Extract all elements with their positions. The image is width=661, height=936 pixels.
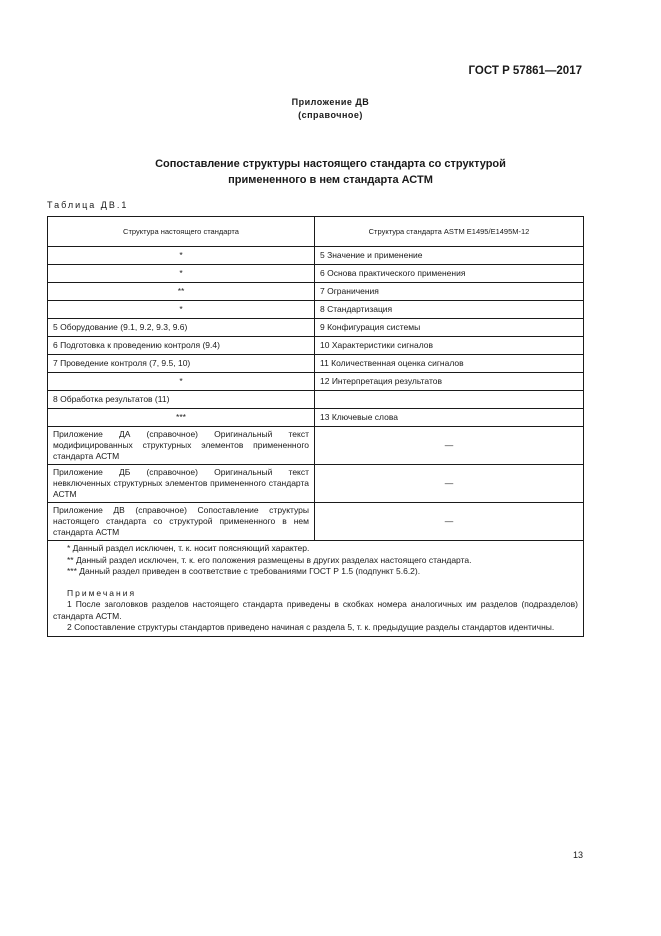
page-title-line-1: Сопоставление структуры настоящего стандарта со структурой xyxy=(155,158,506,170)
table-row xyxy=(48,247,584,265)
table-notes-row xyxy=(48,541,584,637)
table-row xyxy=(48,503,584,541)
table-row xyxy=(48,373,584,391)
column-header-astm-standard: Структура стандарта ASTM E1495/E1495M-12 xyxy=(315,217,584,247)
structure-comparison-table xyxy=(47,216,584,637)
table-row xyxy=(48,465,584,503)
table-cell: Приложение ДВ (справочное) Сопоставление структуры настоящего стандарта со структурой примененного в нем стандарта АСТМ xyxy=(48,503,315,541)
column-header-this-standard: Структура настоящего стандарта xyxy=(48,217,315,247)
table-label: Таблица ДВ.1 xyxy=(47,200,129,210)
table-cell: * xyxy=(48,247,315,265)
table-notes-cell xyxy=(48,541,584,637)
page-title xyxy=(0,156,661,188)
table-cell: 6 Подготовка к проведению контроля (9.4) xyxy=(48,337,315,355)
table-cell: 7 Ограничения xyxy=(315,283,584,301)
table-row xyxy=(48,427,584,465)
appendix-heading xyxy=(0,96,661,122)
table-cell: — xyxy=(315,465,584,503)
page-title-line-2: примененного в нем стандарта АСТМ xyxy=(228,174,433,186)
table-cell: * xyxy=(48,265,315,283)
notes-heading: Примечания xyxy=(67,587,137,598)
footnote: * Данный раздел исключен, т. к. носит поясняющий характер. xyxy=(67,543,310,553)
footnote: ** Данный раздел исключен, т. к. его положения размещены в других разделах настоящего стандарта. xyxy=(67,554,472,565)
table-row xyxy=(48,391,584,409)
table-row xyxy=(48,337,584,355)
footnote: *** Данный раздел приведен в соответствие с требованиями ГОСТ Р 1.5 (подпункт 5.6.2). xyxy=(67,566,421,576)
table-cell: — xyxy=(315,427,584,465)
table-cell: * xyxy=(48,373,315,391)
appendix-type: (справочное) xyxy=(298,110,363,120)
table-cell: 8 Стандартизация xyxy=(315,301,584,319)
table-cell: 5 Значение и применение xyxy=(315,247,584,265)
table-cell: 8 Обработка результатов (11) xyxy=(48,391,315,409)
table-cell: 12 Интерпретация результатов xyxy=(315,373,584,391)
page-number: 13 xyxy=(573,850,584,860)
note-item: 1 После заголовков разделов настоящего стандарта приведены в скобках номера аналогичных им разделов (подразделов) стандарта АСТМ. xyxy=(53,599,578,621)
note-item: 2 Сопоставление структуры стандартов приведено начиная с раздела 5, т. к. предыдущие разделы стандартов идентичны. xyxy=(67,622,555,632)
table-cell: 10 Характеристики сигналов xyxy=(315,337,584,355)
table-header-row xyxy=(48,217,584,247)
table-cell: 7 Проведение контроля (7, 9.5, 10) xyxy=(48,355,315,373)
table-cell: *** xyxy=(48,409,315,427)
table-row xyxy=(48,283,584,301)
document-code: ГОСТ Р 57861—2017 xyxy=(468,65,582,77)
table-row xyxy=(48,301,584,319)
table-cell: * xyxy=(48,301,315,319)
table-row xyxy=(48,319,584,337)
appendix-name: Приложение ДВ xyxy=(291,97,370,107)
table-row xyxy=(48,265,584,283)
table-cell xyxy=(315,391,584,409)
table-cell: 6 Основа практического применения xyxy=(315,265,584,283)
table-cell: ** xyxy=(48,283,315,301)
table-cell: 9 Конфигурация системы xyxy=(315,319,584,337)
table-cell: Приложение ДБ (справочное) Оригинальный текст невключенных структурных элементов примененного стандарта АСТМ xyxy=(48,465,315,503)
table-cell: Приложение ДА (справочное) Оригинальный текст модифицированных структурных элементов примененного стандарта АСТМ xyxy=(48,427,315,465)
table-row xyxy=(48,355,584,373)
table-cell: — xyxy=(315,503,584,541)
table-cell: 11 Количественная оценка сигналов xyxy=(315,355,584,373)
table-cell: 5 Оборудование (9.1, 9.2, 9.3, 9.6) xyxy=(48,319,315,337)
table-row xyxy=(48,409,584,427)
table-cell: 13 Ключевые слова xyxy=(315,409,584,427)
